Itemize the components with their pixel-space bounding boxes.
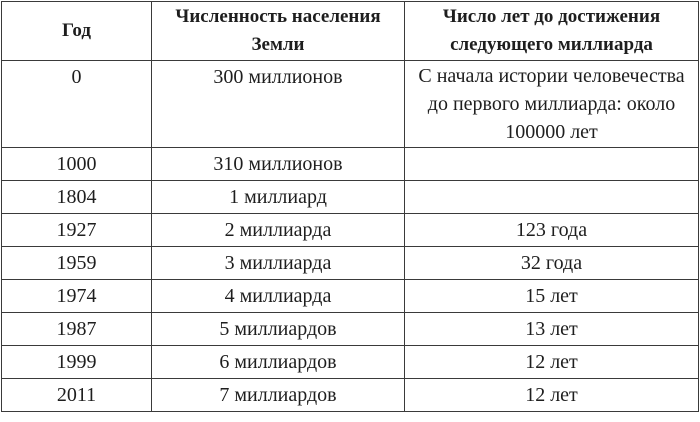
cell-year: 1959 (2, 247, 152, 280)
table-row (2, 214, 699, 247)
table-row (2, 379, 699, 412)
cell-years-to-next (405, 148, 699, 181)
cell-population: 310 миллионов (152, 148, 405, 181)
cell-years-to-next: С начала истории человечества до первого миллиарда: около 100000 лет (405, 61, 699, 148)
table-row (2, 61, 699, 148)
header-year: Год (2, 2, 152, 61)
table-header-row (2, 2, 699, 61)
cell-years-to-next: 123 года (405, 214, 699, 247)
table-row (2, 247, 699, 280)
cell-population: 1 миллиард (152, 181, 405, 214)
cell-year: 2011 (2, 379, 152, 412)
cell-year: 1927 (2, 214, 152, 247)
cell-years-to-next: 32 года (405, 247, 699, 280)
cell-year: 1804 (2, 181, 152, 214)
table-row (2, 181, 699, 214)
header-years-to-next-billion: Число лет до достижения следующего миллиарда (405, 2, 699, 61)
cell-years-to-next: 13 лет (405, 313, 699, 346)
cell-population: 6 миллиардов (152, 346, 405, 379)
cell-years-to-next: 12 лет (405, 379, 699, 412)
cell-years-to-next (405, 181, 699, 214)
cell-population: 3 миллиарда (152, 247, 405, 280)
table-row (2, 148, 699, 181)
cell-population: 2 миллиарда (152, 214, 405, 247)
header-population: Численность населения Земли (152, 2, 405, 61)
cell-year: 1999 (2, 346, 152, 379)
cell-population: 300 миллионов (152, 61, 405, 148)
cell-years-to-next: 12 лет (405, 346, 699, 379)
cell-year: 1000 (2, 148, 152, 181)
cell-population: 4 миллиарда (152, 280, 405, 313)
cell-year: 1987 (2, 313, 152, 346)
cell-year: 1974 (2, 280, 152, 313)
table-row (2, 313, 699, 346)
cell-years-to-next: 15 лет (405, 280, 699, 313)
table-row (2, 346, 699, 379)
table-row (2, 280, 699, 313)
population-table (1, 1, 699, 412)
cell-population: 5 миллиардов (152, 313, 405, 346)
cell-year: 0 (2, 61, 152, 148)
cell-population: 7 миллиардов (152, 379, 405, 412)
